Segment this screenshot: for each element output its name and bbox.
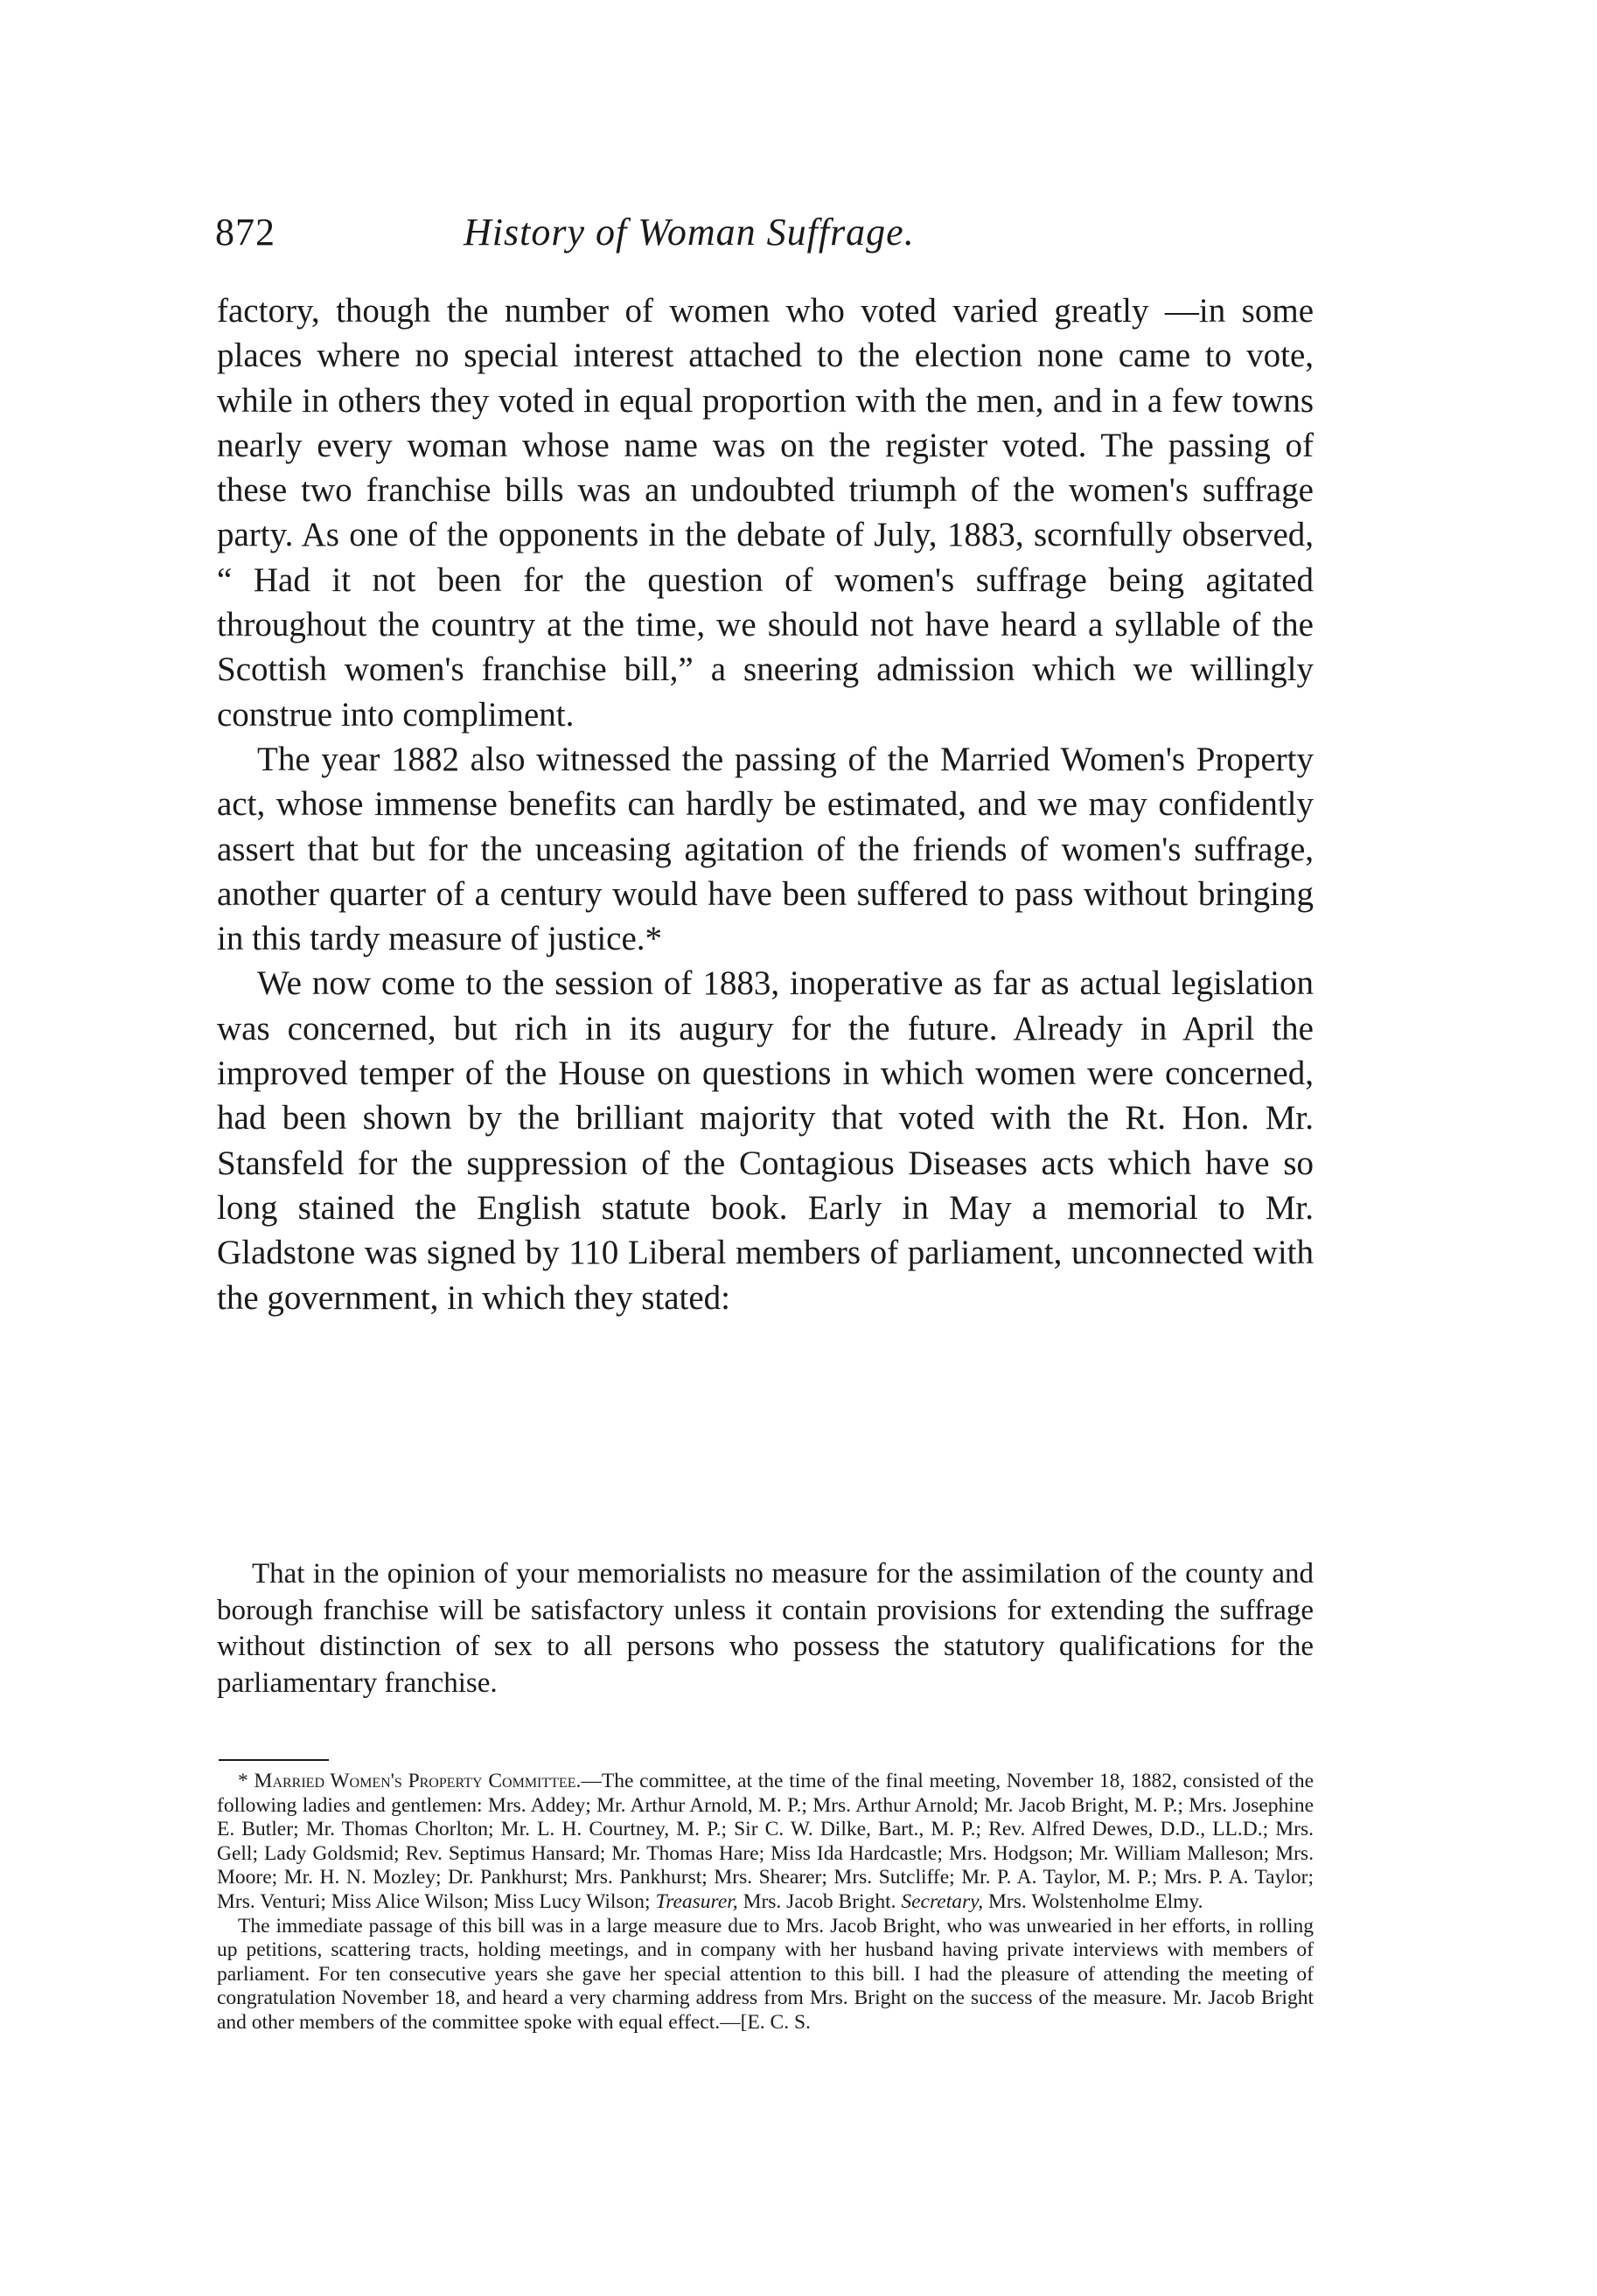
treasurer-name: Mrs. Jacob Bright. <box>743 1889 896 1913</box>
footnotes <box>217 1770 1314 2035</box>
paragraph-continued: factory, though the number of women who voted varied greatly —in some places where no special interest attached to the election none came to vote, while in others they voted in equal proportion with the men, and in a few towns nearly every woman whose name was on the register voted. The passing of these two franchise bills was an undoubted triumph of the women's suffrage party. As one of the opponents in the debate of July, 1883, scornfully observed, “ Had it not been for the question of women's suffrage being agitated throughout the country at the time, we should not have heard a syllable of the Scottish women's franchise bill,” a sneering admission which we willingly construe into compliment. <box>217 292 1314 734</box>
running-title: History of Woman Suffrage. <box>464 211 915 254</box>
footnote-divider <box>219 1759 329 1761</box>
secretary-name: Mrs. Wolstenholme Elmy. <box>988 1889 1203 1913</box>
footnote-heading: Married Women's Property Committee. <box>254 1770 582 1792</box>
footnote-immediate-passage: The immediate passage of this bill was in a large measure due to Mrs. Jacob Bright, who was unwearied in her efforts, in rolling up petitions, scattering tracts, holding meetings, and in company with her husband having private interviews with members of parliament. For ten consecutive years she gave her special attention to this bill. I had the pleasure of attending the meeting of congratulation November 18, and heard a very charming address from Mrs. Bright on the success of the measure. Mr. Jacob Bright and other members of the committee spoke with equal effect.—[E. C. S. <box>217 1914 1314 2034</box>
paragraph-session-1883: We now come to the session of 1883, inoperative as far as actual legislation was concerned, but rich in its augury for the future. Already in April the improved temper of the House on questions in which women were concerned, had been shown by the brilliant majority that voted with the Rt. Hon. Mr. Stansfeld for the suppression of the Contagious Diseases acts which have so long stained the English statute book. Early in May a memorial to Mr. Gladstone was signed by 110 Liberal members of parliament, unconnected with the government, in which they stated: <box>217 964 1314 1317</box>
footnote-committee <box>217 1770 1314 1915</box>
paragraph-married-womens-property: The year 1882 also witnessed the passing of the Married Women's Property act, whose immense benefits can hardly be estimated, and we may confidently assert that but for the unceasing agitation of the friends of women's suffrage, another quarter of a century would have been suffered to pass without bringing in this tardy measure of justice.* <box>217 740 1314 958</box>
memorial-quote: That in the opinion of your memorialists no measure for the assimilation of the county and borough franchise will be satisfactory unless it contain provisions for extending the suffrage without distinction of sex to all persons who possess the statutory qualifications for the parliamentary franchise. <box>217 1558 1314 1699</box>
footnote-marker: * <box>238 1770 248 1792</box>
secretary-label: Secretary, <box>901 1889 984 1913</box>
running-head <box>215 210 1308 262</box>
treasurer-label: Treasurer, <box>655 1889 738 1913</box>
page-number: 872 <box>215 211 275 254</box>
footnote-committee-text: —The committee, at the time of the final meeting, November 18, 1882, consisted of the following ladies and gentlemen: Mrs. Addey; Mr. Arthur Arnold, M. P.; Mrs. Arthur Arnold; Mr. Jacob Bright, M. P.; Mrs. Josephine E. Butler; Mr. Thomas Chorlton; Mr. L. H. Courtney, M. P.; Sir C. W. Dilke, Bart., M. P.; Rev. Alfred Dewes, D.D., LL.D.; Mrs. Gell; Lady Goldsmid; Rev. Septimus Hansard; Mr. Thomas Hare; Miss Ida Hardcastle; Mrs. Hodgson; Mr. William Malleson; Mrs. Moore; Mr. H. N. Mozley; Dr. Pankhurst; Mrs. Pankhurst; Mrs. Shearer; Mrs. Sutcliffe; Mr. P. A. Taylor, M. P.; Mrs. P. A. Taylor; Mrs. Venturi; Miss Alice Wilson; Miss Lucy Wilson; <box>217 1770 1315 1913</box>
body-text <box>217 289 1314 1320</box>
